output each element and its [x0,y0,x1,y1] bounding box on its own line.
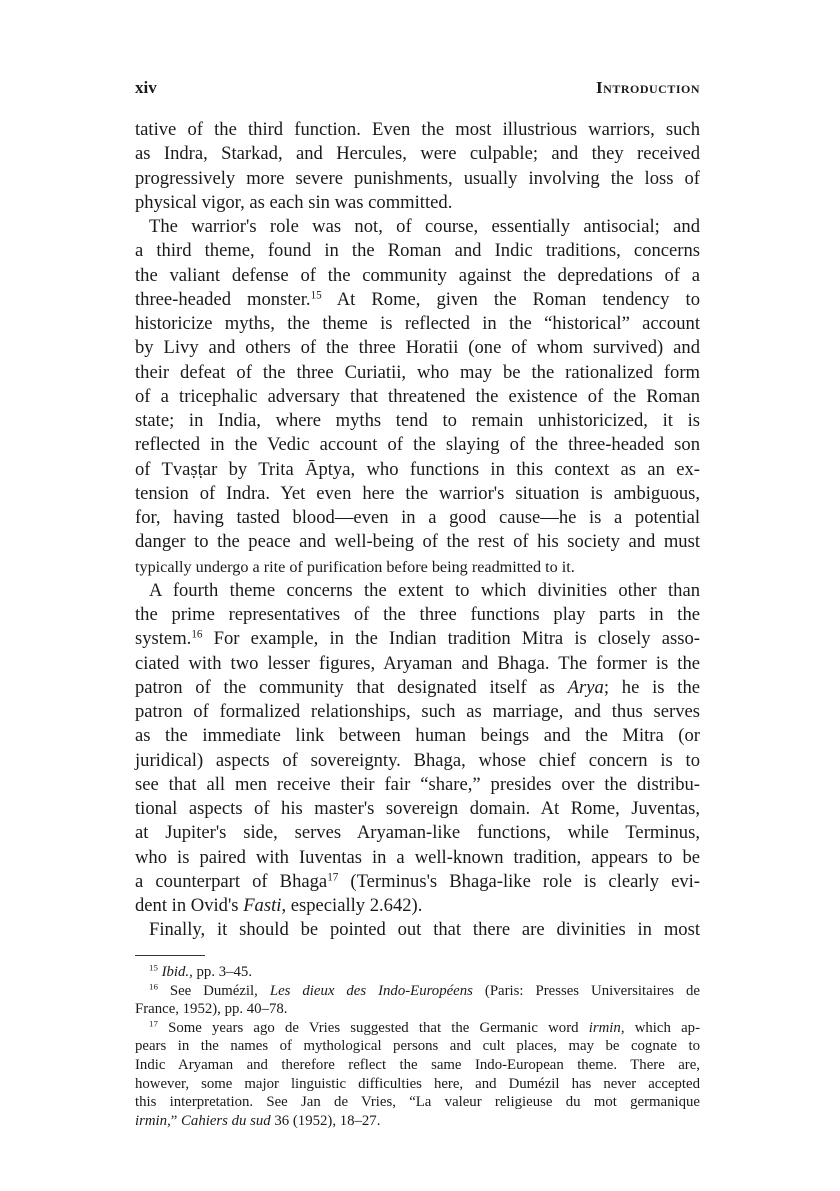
text-line [135,336,700,360]
page-number: xiv [135,78,157,97]
text-segment: of Tvaṣṭar by Trita Āptya, who functions in this context as an ex- [135,458,700,480]
footnote-line [135,1037,700,1056]
text-segment: , which ap- [620,1019,700,1036]
text-segment: Indic Aryaman and therefore reflect the same Indo-European theme. There are, [135,1056,700,1073]
text-segment: Some years ago de Vries suggested that the Germanic word [157,1019,589,1036]
text-segment: however, some major linguistic difficulties here, and Dumézil has never accepted [135,1075,700,1092]
text-segment: as Indra, Starkad, and Hercules, were culpable; and they received [135,143,700,165]
text-segment: 36 (1952), 18–27. [270,1112,381,1129]
text-line [135,724,700,748]
text-line [135,433,700,457]
text-segment: typically undergo a rite of purification before being readmitted to it. [135,557,575,576]
text-line [135,894,700,918]
text-segment: as the immediate link between human beings and the Mitra (or [135,725,700,747]
text-segment: reflected in the Vedic account of the slaying of the three-headed son [135,434,700,456]
text-line [135,118,700,142]
italic-text: irmin [588,1019,621,1036]
text-segment: tension of Indra. Yet even here the warrior's situation is ambiguous, [135,482,700,504]
text-segment: ,” [167,1112,182,1129]
text-segment: historicize myths, the theme is reflected in the “historical” account [135,313,700,334]
text-line [135,579,700,603]
text-segment: patron of formalized relationships, such as marriage, and thus serves [135,701,700,722]
text-line [135,918,700,942]
footnote-line [135,1112,700,1131]
italic-text: Cahiers du sud [181,1112,271,1129]
footnote-line [135,1093,700,1112]
text-segment: See Dumézil, [157,982,270,999]
text-segment: physical vigor, as each sin was committed. [135,191,453,213]
text-line [135,361,700,385]
text-line [135,191,700,215]
text-segment: For example, in the Indian tradition Mitra is closely asso- [202,628,700,650]
text-segment: a counterpart of Bhaga [135,870,328,892]
footnote-line [135,1056,700,1075]
running-head: Introduction [596,78,700,97]
italic-text: Fasti [243,895,282,916]
text-segment: , pp. 3–45. [189,964,253,980]
text-line [135,288,700,312]
footnote-line [135,1019,700,1038]
italic-text: Arya [567,676,604,698]
text-line [135,167,700,191]
text-segment: juridical) aspects of sovereignty. Bhaga, whose chief concern is to [135,749,700,771]
footnote-marker: 15 [310,289,322,302]
text-segment: who is paired with Iuventas in a well-known tradition, appears to be [135,846,700,868]
footnotes [135,963,700,1130]
footnote-rule [135,955,205,956]
text-segment: patron of the community that designated itself as [135,676,568,698]
footnote-line [135,963,700,982]
italic-text: irmin [135,1112,168,1129]
text-segment: The warrior's role was not, of course, essentially antisocial; and [149,216,700,237]
text-line [135,773,700,797]
text-line [135,142,700,166]
footnote-marker: 16 [149,981,158,992]
text-line [135,458,700,482]
body-text [135,118,700,943]
text-segment: At Rome, given the Roman tendency to [321,288,700,310]
text-segment: for, having tasted blood—even in a good cause—he is a potential [135,507,700,528]
text-line [135,385,700,409]
text-line [135,870,700,894]
text-segment: ; he is the [603,676,701,698]
text-segment: tative of the third function. Even the most illustrious warriors, such [135,119,700,140]
text-segment: , especially 2.642). [281,895,423,916]
text-line [135,264,700,288]
text-line [135,555,700,579]
text-segment: the valiant defense of the community against the depredations of a [135,264,700,286]
text-segment: dent in Ovid's [135,895,244,916]
text-line [135,797,700,821]
text-line [135,846,700,870]
text-segment: this interpretation. See Jan de Vries, “La valeur religieuse du mot germanique [135,1094,700,1111]
footnote-marker: 17 [327,871,339,884]
text-segment: (Paris: Presses Universitaires de [472,982,700,999]
text-segment: ciated with two lesser figures, Aryaman and Bhaga. The former is the [135,652,700,674]
text-line [135,530,700,554]
text-segment: a third theme, found in the Roman and Indic traditions, concerns [135,240,700,262]
text-segment: by Livy and others of the three Horatii (one of whom survived) and [135,337,700,359]
text-line [135,482,700,506]
footnote-line [135,982,700,1001]
text-line [135,239,700,263]
text-line [135,312,700,336]
text-segment: system. [135,628,192,650]
text-line [135,603,700,627]
footnote-marker: 15 [149,962,158,973]
text-segment: of a tricephalic adversary that threatened the existence of the Roman [135,385,700,407]
footnote-line [135,1000,700,1019]
text-segment: state; in India, where myths tend to remain unhistoricized, it is [135,410,700,431]
text-segment: see that all men receive their fair “share,” presides over the distribu- [135,773,700,795]
text-segment: progressively more severe punishments, usually involving the loss of [135,167,700,189]
text-line [135,749,700,773]
text-line [135,700,700,724]
text-line [135,627,700,651]
text-segment: pears in the names of mythological persons and cult places, may be cognate to [135,1038,700,1055]
text-line [135,676,700,700]
text-segment: at Jupiter's side, serves Aryaman-like functions, while Terminus, [135,822,700,844]
text-segment: A fourth theme concerns the extent to which divinities other than [149,579,700,601]
text-segment: danger to the peace and well-being of the rest of his society and must [135,531,700,553]
text-segment: France, 1952), pp. 40–78. [135,1001,288,1018]
text-line [135,506,700,530]
text-segment: tional aspects of his master's sovereign domain. At Rome, Juventas, [135,798,700,819]
text-segment: (Terminus's Bhaga-like role is clearly evi- [338,870,700,892]
footnote-marker: 17 [149,1018,158,1029]
text-line [135,821,700,845]
text-line [135,652,700,676]
italic-text: Ibid. [161,964,190,980]
footnote-line [135,1075,700,1094]
text-line [135,409,700,433]
text-segment: Finally, it should be pointed out that there are divinities in most [149,919,700,941]
text-line [135,215,700,239]
text-segment: three-headed monster. [135,288,311,310]
footnote-marker: 16 [191,628,203,641]
text-segment: their defeat of the three Curiatii, who may be the rationalized form [135,361,700,383]
italic-text: Les dieux des Indo-Européens [269,982,473,999]
text-segment: the prime representatives of the three functions play parts in the [135,604,700,625]
